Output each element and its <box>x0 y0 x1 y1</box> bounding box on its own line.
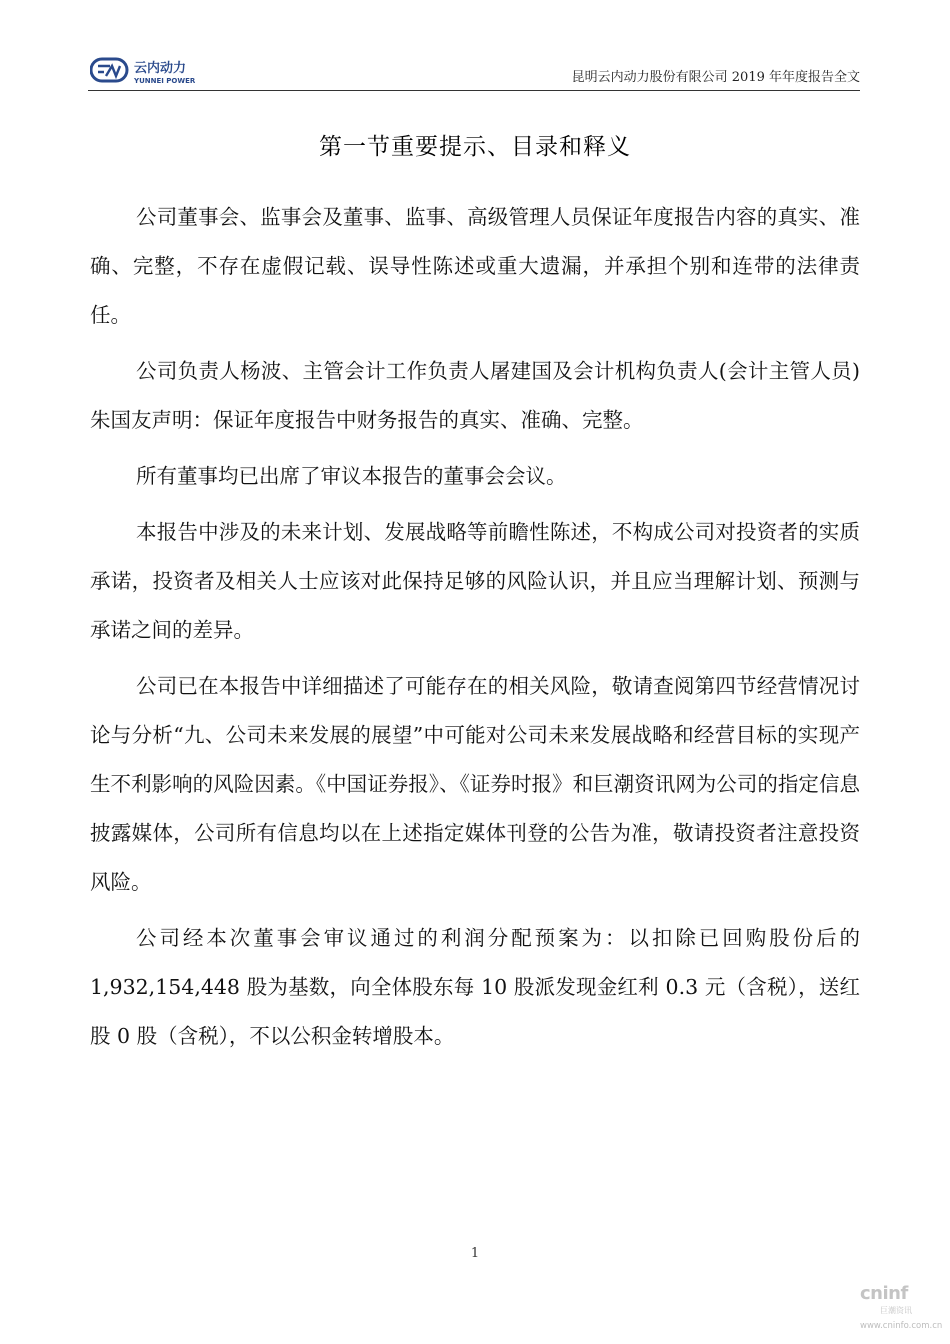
yunnei-power-logo <box>90 56 230 86</box>
watermark-brand: cninf <box>860 1283 908 1304</box>
paragraph-attendance: 所有董事均已出席了审议本报告的董事会会议。 <box>136 464 567 488</box>
report-header-title: 昆明云内动力股份有限公司 2019 年年度报告全文 <box>571 70 860 85</box>
main-content <box>90 193 860 1068</box>
watermark-brand-cn: 巨潮资讯 <box>880 1306 912 1315</box>
paragraph-risk: 公司已在本报告中详细描述了可能存在的相关风险，敬请查阅第四节经营情况讨论与分析“九、公司未来发展的展望”中可能对公司未来发展战略和经营目标的实现产生不利影响的风险因素。《中国证券报》、《证券时报》和巨潮资讯网为公司的指定信息披露媒体，公司所有信息均以在上述指定媒体刊登的公告为准，敬请投资者注意投资风险。 <box>90 674 860 894</box>
section-title: 第一节重要提示、目录和释义 <box>319 134 631 160</box>
paragraph-declaration: 公司负责人杨波、主管会计工作负责人屠建国及会计机构负责人(会计主管人员)朱国友声明：保证年度报告中财务报告的真实、准确、完整。 <box>90 359 860 432</box>
page-number: 1 <box>470 1246 480 1261</box>
paragraph-forward-looking: 本报告中涉及的未来计划、发展战略等前瞻性陈述，不构成公司对投资者的实质承诺，投资者及相关人士应该对此保持足够的风险认识，并且应当理解计划、预测与承诺之间的差异。 <box>90 520 860 642</box>
logo-text-en: YUNNEI POWER <box>134 77 196 85</box>
paragraph-dividend: 公司经本次董事会审议通过的利润分配预案为：以扣除已回购股份后的1,932,154,448 股为基数，向全体股东每 10 股派发现金红利 0.3 元（含税），送红股 0 股（含税），不以公积金转增股本。 <box>90 926 860 1048</box>
watermark-url: www.cninfo.com.cn <box>860 1321 943 1331</box>
logo-text-cn: 云内动力 <box>134 61 187 76</box>
cninfo-watermark <box>860 1283 944 1335</box>
paragraph-responsibility: 公司董事会、监事会及董事、监事、高级管理人员保证年度报告内容的真实、准确、完整，不存在虚假记载、误导性陈述或重大遗漏，并承担个别和连带的法律责任。 <box>90 205 860 327</box>
page-header <box>88 52 860 91</box>
